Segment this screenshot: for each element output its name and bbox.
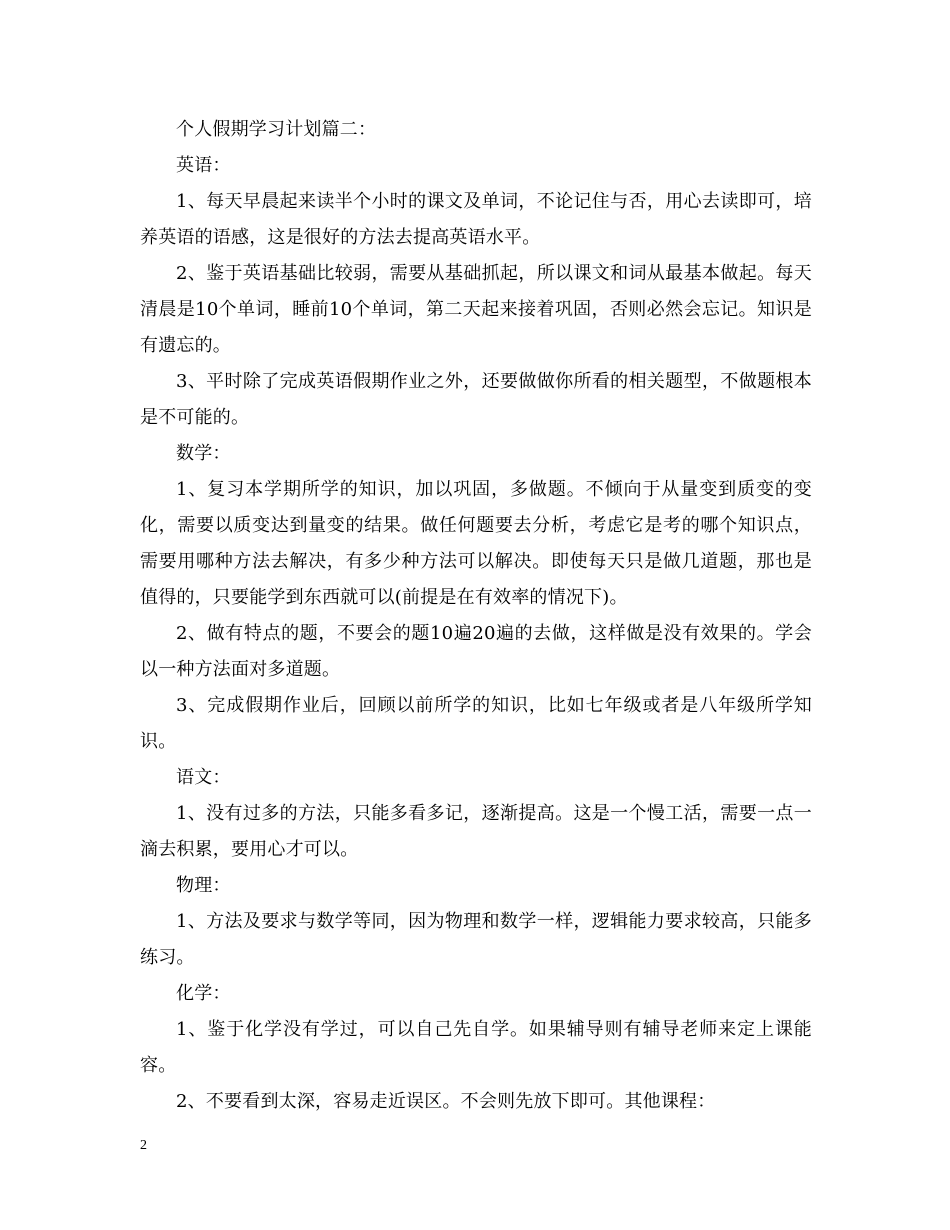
section-heading-physics: 物理： — [176, 875, 231, 896]
english-item-2: 2、鉴于英语基础比较弱，需要从基础抓起，所以课文和词从最基本做起。每天清晨是10个单词，睡前10个单词，第二天起来接着巩固，否则必然会忘记。知识是有遗忘的。 — [140, 263, 812, 356]
english-item-1: 1、每天早晨起来读半个小时的课文及单词，不论记住与否，用心去读即可，培养英语的语感，这是很好的方法去提高英语水平。 — [140, 191, 812, 248]
chemistry-item-2: 2、不要看到太深，容易走近误区。不会则先放下即可。其他课程： — [176, 1091, 716, 1112]
section-heading-chinese: 语文： — [176, 767, 231, 788]
page-number: 2 — [140, 1138, 147, 1153]
heading-plan-title: 个人假期学习计划篇二： — [176, 119, 377, 140]
chinese-item-1: 1、没有过多的方法，只能多看多记，逐渐提高。这是一个慢工活，需要一点一滴去积累，要用心才可以。 — [140, 803, 812, 860]
section-heading-chemistry: 化学： — [176, 983, 231, 1004]
english-item-3: 3、平时除了完成英语假期作业之外，还要做做你所看的相关题型，不做题根本是不可能的。 — [140, 371, 812, 428]
document-body — [140, 112, 812, 1120]
physics-item-1: 1、方法及要求与数学等同，因为物理和数学一样，逻辑能力要求较高，只能多练习。 — [140, 911, 812, 968]
math-item-3: 3、完成假期作业后，回顾以前所学的知识，比如七年级或者是八年级所学知识。 — [140, 695, 812, 752]
math-item-2: 2、做有特点的题，不要会的题10遍20遍的去做，这样做是没有效果的。学会以一种方法面对多道题。 — [140, 623, 812, 680]
section-heading-math: 数学： — [176, 443, 231, 464]
chemistry-item-1: 1、鉴于化学没有学过，可以自己先自学。如果辅导则有辅导老师来定上课能容。 — [140, 1019, 812, 1076]
math-item-1: 1、复习本学期所学的知识，加以巩固，多做题。不倾向于从量变到质变的变化，需要以质变达到量变的结果。做任何题要去分析，考虑它是考的哪个知识点，需要用哪种方法去解决，有多少种方法可以解决。即使每天只是做几道题，那也是值得的，只要能学到东西就可以(前提是在有效率的情况下)。 — [140, 479, 812, 608]
section-heading-english: 英语： — [176, 155, 231, 176]
